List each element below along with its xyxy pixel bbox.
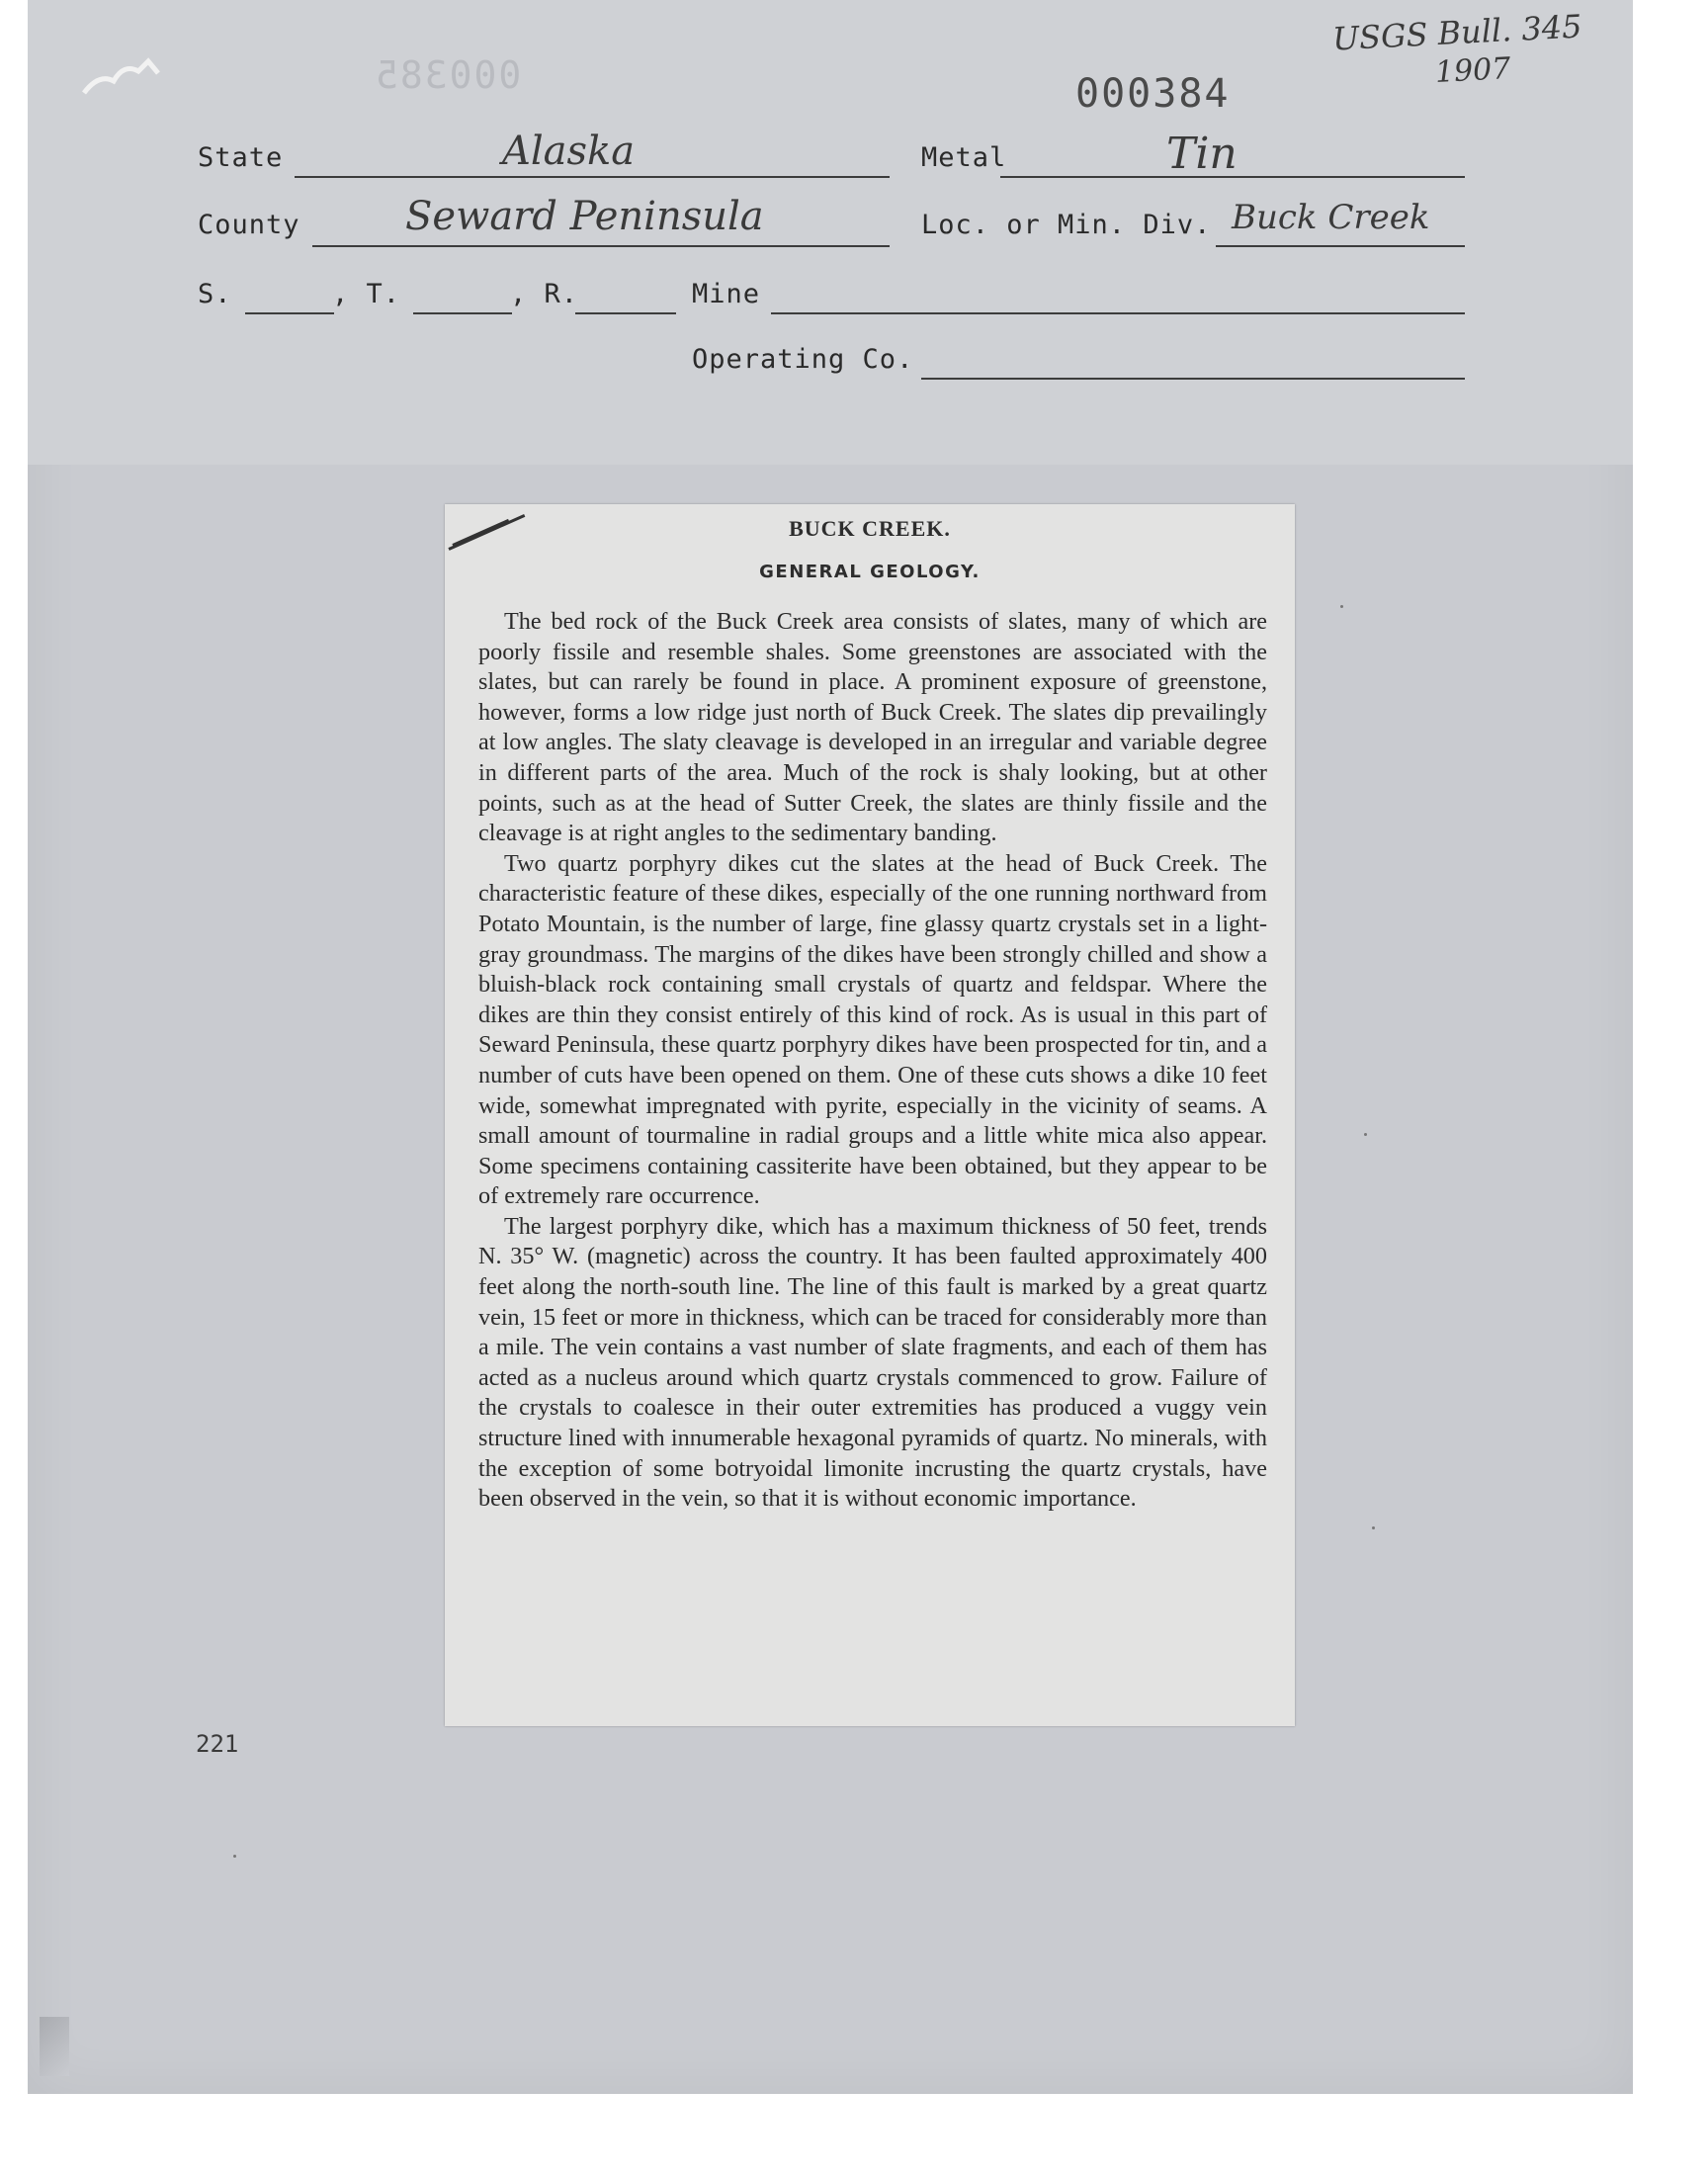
clipping-title: BUCK CREEK. (789, 516, 951, 541)
state-label: State (198, 142, 284, 173)
state-value: Alaska (502, 129, 636, 174)
dust-speck (1364, 1133, 1367, 1136)
section-line (245, 312, 334, 314)
clipping-paragraph: The largest porphyry dike, which has a maximum thickness of 50 feet, trends N. 35° W. (magnetic) across the country. It has been faulted approximately 400 feet along the north-south line. The line of this fault is marked by a great quartz vein, 15 feet or more in thickness, which can be traced for considerably more than a mile. The vein contains a vast number of slate fragments, and each of them has acted as a nucleus around which quartz crystals commenced to grow. Failure of the crystals to coalesce in their outer extremities has produced a vuggy vein structure lined with innumerable hexagonal pyramids of quartz. No minerals, with the exception of some botryoidal limonite incrusting the quartz crystals, have been observed in the vein, so that it is without economic importance. (478, 1212, 1267, 1513)
county-label: County (198, 210, 300, 240)
county-line (312, 245, 890, 247)
township-label: , T. (332, 279, 401, 309)
dust-speck (1372, 1526, 1375, 1529)
metal-label: Metal (921, 142, 1007, 173)
clipping-paragraph: The bed rock of the Buck Creek area consists of slates, many of which are poorly fissile and resemble shales. Some greenstones are associated with the slates, but can rarely be found in place. A prominent exposure of greenstone, however, forms a low ridge just north of Buck Creek. The slates dip prevailingly at low angles. The slaty cleavage is developed in an irregular and variable degree in different parts of the area. Much of the rock is shaly looking, but at other points, such as at the head of Sutter Creek, the slates are thinly fissile and the cleavage is at right angles to the sedimentary banding. (478, 608, 1267, 847)
dust-speck (233, 1855, 236, 1858)
smudge-mark-icon (79, 44, 168, 103)
operating-line (921, 378, 1465, 380)
township-line (413, 312, 512, 314)
stamp-number: 000384 (1075, 71, 1231, 117)
county-value: Seward Peninsula (405, 194, 764, 239)
metal-value: Tin (1166, 129, 1238, 179)
loc-label: Loc. or Min. Div. (921, 210, 1212, 240)
operating-label: Operating Co. (692, 344, 914, 375)
ghost-stamp-number: 000385 (374, 53, 522, 97)
year-annotation: 1907 (1434, 51, 1512, 90)
range-line (575, 312, 676, 314)
mine-line (771, 312, 1465, 314)
clipping-body (478, 607, 1267, 1515)
dust-speck (1340, 605, 1343, 608)
page-number: 221 (196, 1730, 239, 1758)
loc-line (1216, 245, 1465, 247)
range-label: , R. (510, 279, 579, 309)
clipping-subtitle: GENERAL GEOLOGY. (759, 562, 981, 582)
clipping-paragraph: Two quartz porphyry dikes cut the slates at the head of Buck Creek. The characteristic feature of these dikes, especially of the one running northward from Potato Mountain, is the number of large, fine glassy quartz crystals set in a light-gray groundmass. The margins of the dikes have been strongly chilled and show a bluish-black rock containing small crystals of quartz and feldspar. Where the dikes are thin they consist entirely of this kind of rock. As is usual in this part of Seward Peninsula, these quartz porphyry dikes have been prospected for tin, and a number of cuts have been opened on them. One of these cuts shows a dike 10 feet wide, somewhat impregnated with pyrite, especially in the vicinity of seams. A small amount of tourmaline in radial groups and a little white mica also appear. Some specimens containing cassiterite have been obtained, but they appear to be of extremely rare occurrence. (478, 849, 1267, 1210)
state-line (295, 176, 890, 178)
source-annotation: USGS Bull. 345 (1331, 7, 1583, 58)
loc-value: Buck Creek (1232, 198, 1430, 237)
card-corner-curl (40, 2017, 69, 2076)
pasted-clipping (445, 504, 1295, 1726)
section-label: S. (198, 279, 232, 309)
mine-label: Mine (692, 279, 761, 309)
